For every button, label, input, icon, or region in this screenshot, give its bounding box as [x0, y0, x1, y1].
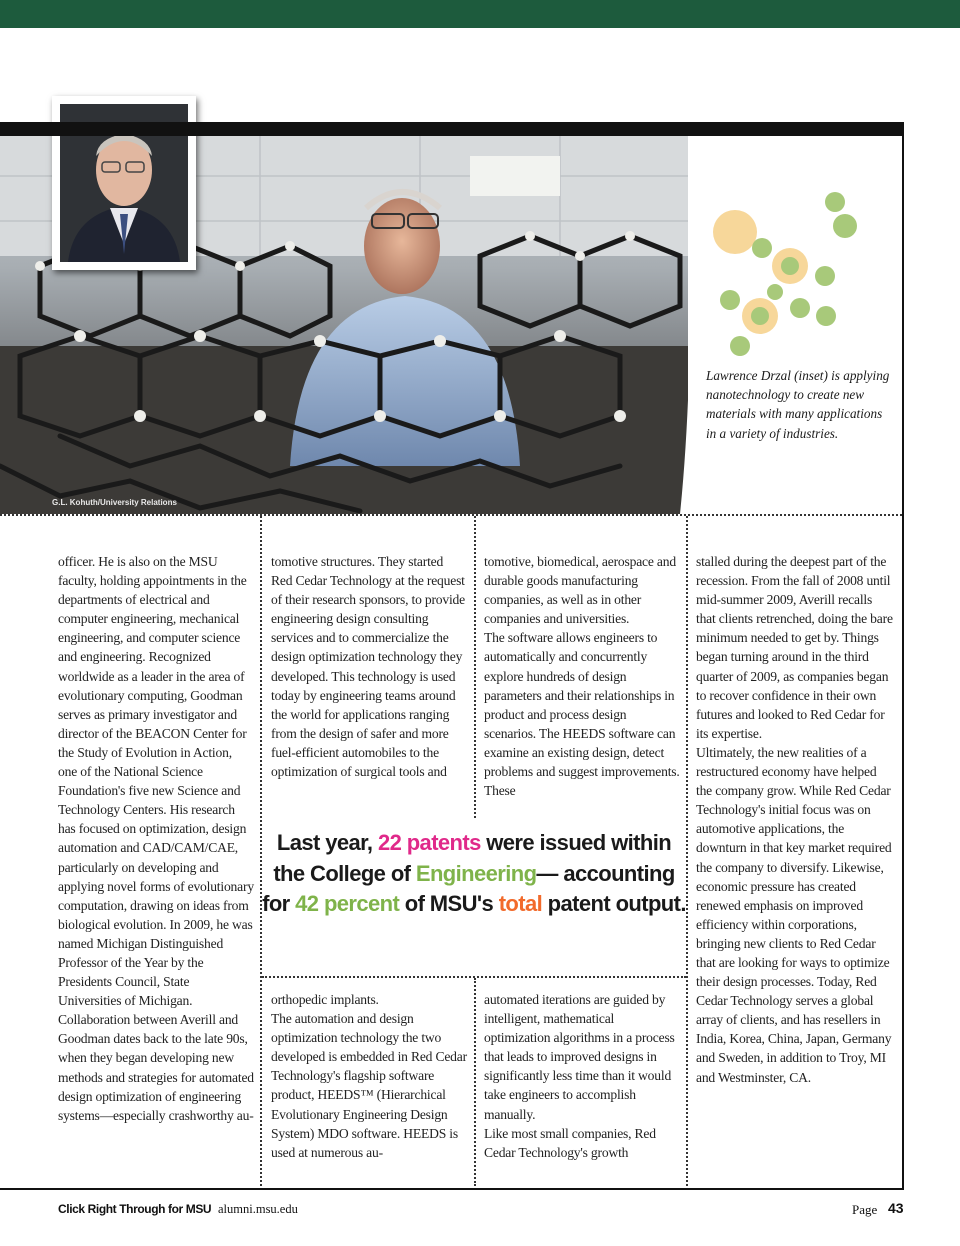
body-text: tomotive, biomedical, aerospace and durable goods manufacturing companies, as well as in other companies and universities. The software allows engineers to automatically and concurrently explore hundreds of design parameters and their relationships in product and process design scenarios. The HEEDS software can examine an existing design, detect problems and suggest improvements. These [484, 554, 680, 799]
dotted-column-divider [474, 978, 476, 1186]
decorative-circles-icon [680, 136, 904, 514]
pull-quote-text: were issued within the College of [273, 830, 672, 886]
body-text: tomotive structures. They started Red Cedar Technology at the request of their research sponsors, to provide engineering design consulting services and to commercialize the design optimization technology they developed. This technology is used today by engineering teams around the world for applications ranging from the design of safer and more fuel-efficient automobiles to the optimization of surgical tools and [271, 554, 465, 780]
article-column-4 [696, 552, 894, 1087]
body-text: officer. He is also on the MSU faculty, holding appointments in the departments of electrical and computer engineering, mechanical engineering, and computer science and engineering. Recognized worldwide as a leader in the area of evolutionary computing, Goodman serves as primary investigator and director of the BEACON Center for the Study of Evolution in Action, one of the National Science Foundation's five new Science and Technology Centers. His research has focused on optimization, design automation and CAD/CAM/CAE, particularly on developing and applying novel forms of evolutionary computation, drawing on ideas from biological evolution. In 2009, he was named Michigan Distinguished Professor of the Year by the Presidents Council, State Universities of Michigan. Collaboration between Averill and Goodman dates back to the late 90s, when they began developing new methods and strategies for automated design optimization of engineering systems—especially crashworthy au- [58, 554, 254, 1123]
pull-quote-highlight: 22 patents [377, 830, 481, 855]
pull-quote-highlight: total [498, 891, 543, 916]
footer-page-label: Page [852, 1202, 878, 1217]
pull-quote [262, 828, 686, 920]
footer-url-link[interactable]: alumni.msu.edu [218, 1202, 298, 1216]
dotted-column-divider [474, 516, 476, 818]
header-color-bar [0, 0, 960, 28]
pull-quote-highlight: 42 percent [295, 891, 400, 916]
photo-caption: Lawrence Drzal (inset) is applying nanotechnology to create new materials with many applications in a variety of industries. [706, 368, 890, 441]
bottom-page-rule [0, 1188, 904, 1190]
article-column-2-top [271, 552, 467, 781]
article-column-2-bottom [271, 990, 467, 1162]
article-column-3-top [484, 552, 680, 800]
photo-credit: G.L. Kohuth/University Relations [52, 498, 177, 507]
dotted-divider-top [0, 514, 902, 516]
top-black-rule [0, 122, 904, 136]
pull-quote-text: of MSU's [399, 891, 499, 916]
footer-tagline: Click Right Through for MSU [58, 1202, 212, 1216]
article-column-1 [58, 552, 254, 1125]
caption-panel [680, 136, 904, 514]
pull-quote-text: — accounting for [262, 860, 675, 916]
body-text: orthopedic implants. The automation and design optimization technology the two developed is embedded in Red Cedar Technology's flagship software product, HEEDS™ (Hierarchical Evolutionary Engineering Design System) MDO software. HEEDS is used at numerous au- [271, 992, 467, 1160]
dotted-column-divider [686, 516, 688, 1186]
pull-quote-text: Last year, [276, 830, 378, 855]
body-text: automated iterations are guided by intelligent, mathematical optimization algorithms in a process that leads to improved designs in significantly less time than it would take engineers to accomplish manually. Like most small companies, Red Cedar Technology's growth [484, 992, 675, 1160]
right-page-rule [902, 122, 904, 1190]
pull-quote-text: patent output. [542, 891, 686, 916]
body-text: stalled during the deepest part of the recession. From the fall of 2008 until mid-summer 2009, Averill recalls that clients retrenched, doing the bare minimum needed to get by. Things began turning around in the third quarter of 2009, as companies began to recover confidence in their own futures and looked to Red Cedar for its expertise. Ultimately, the new realities of a restructured economy have helped the company grow. While Red Cedar Technology's initial focus was on automotive applications, the downturn in that key market required the company to diversify. Likewise, economic pressure has created renewed emphasis on improved efficiency within corporations, bringing new clients to Red Cedar that are looking for ways to optimize their design processes. Today, Red Cedar Technology serves a global array of clients, and has resellers in India, Korea, China, Japan, Germany and Sweden, in addition to Troy, MI and Westminster, CA. [696, 554, 893, 1085]
article-column-3-bottom [484, 990, 680, 1162]
footer-page-number: 43 [888, 1200, 904, 1216]
pull-quote-highlight: Engineering [415, 860, 537, 886]
